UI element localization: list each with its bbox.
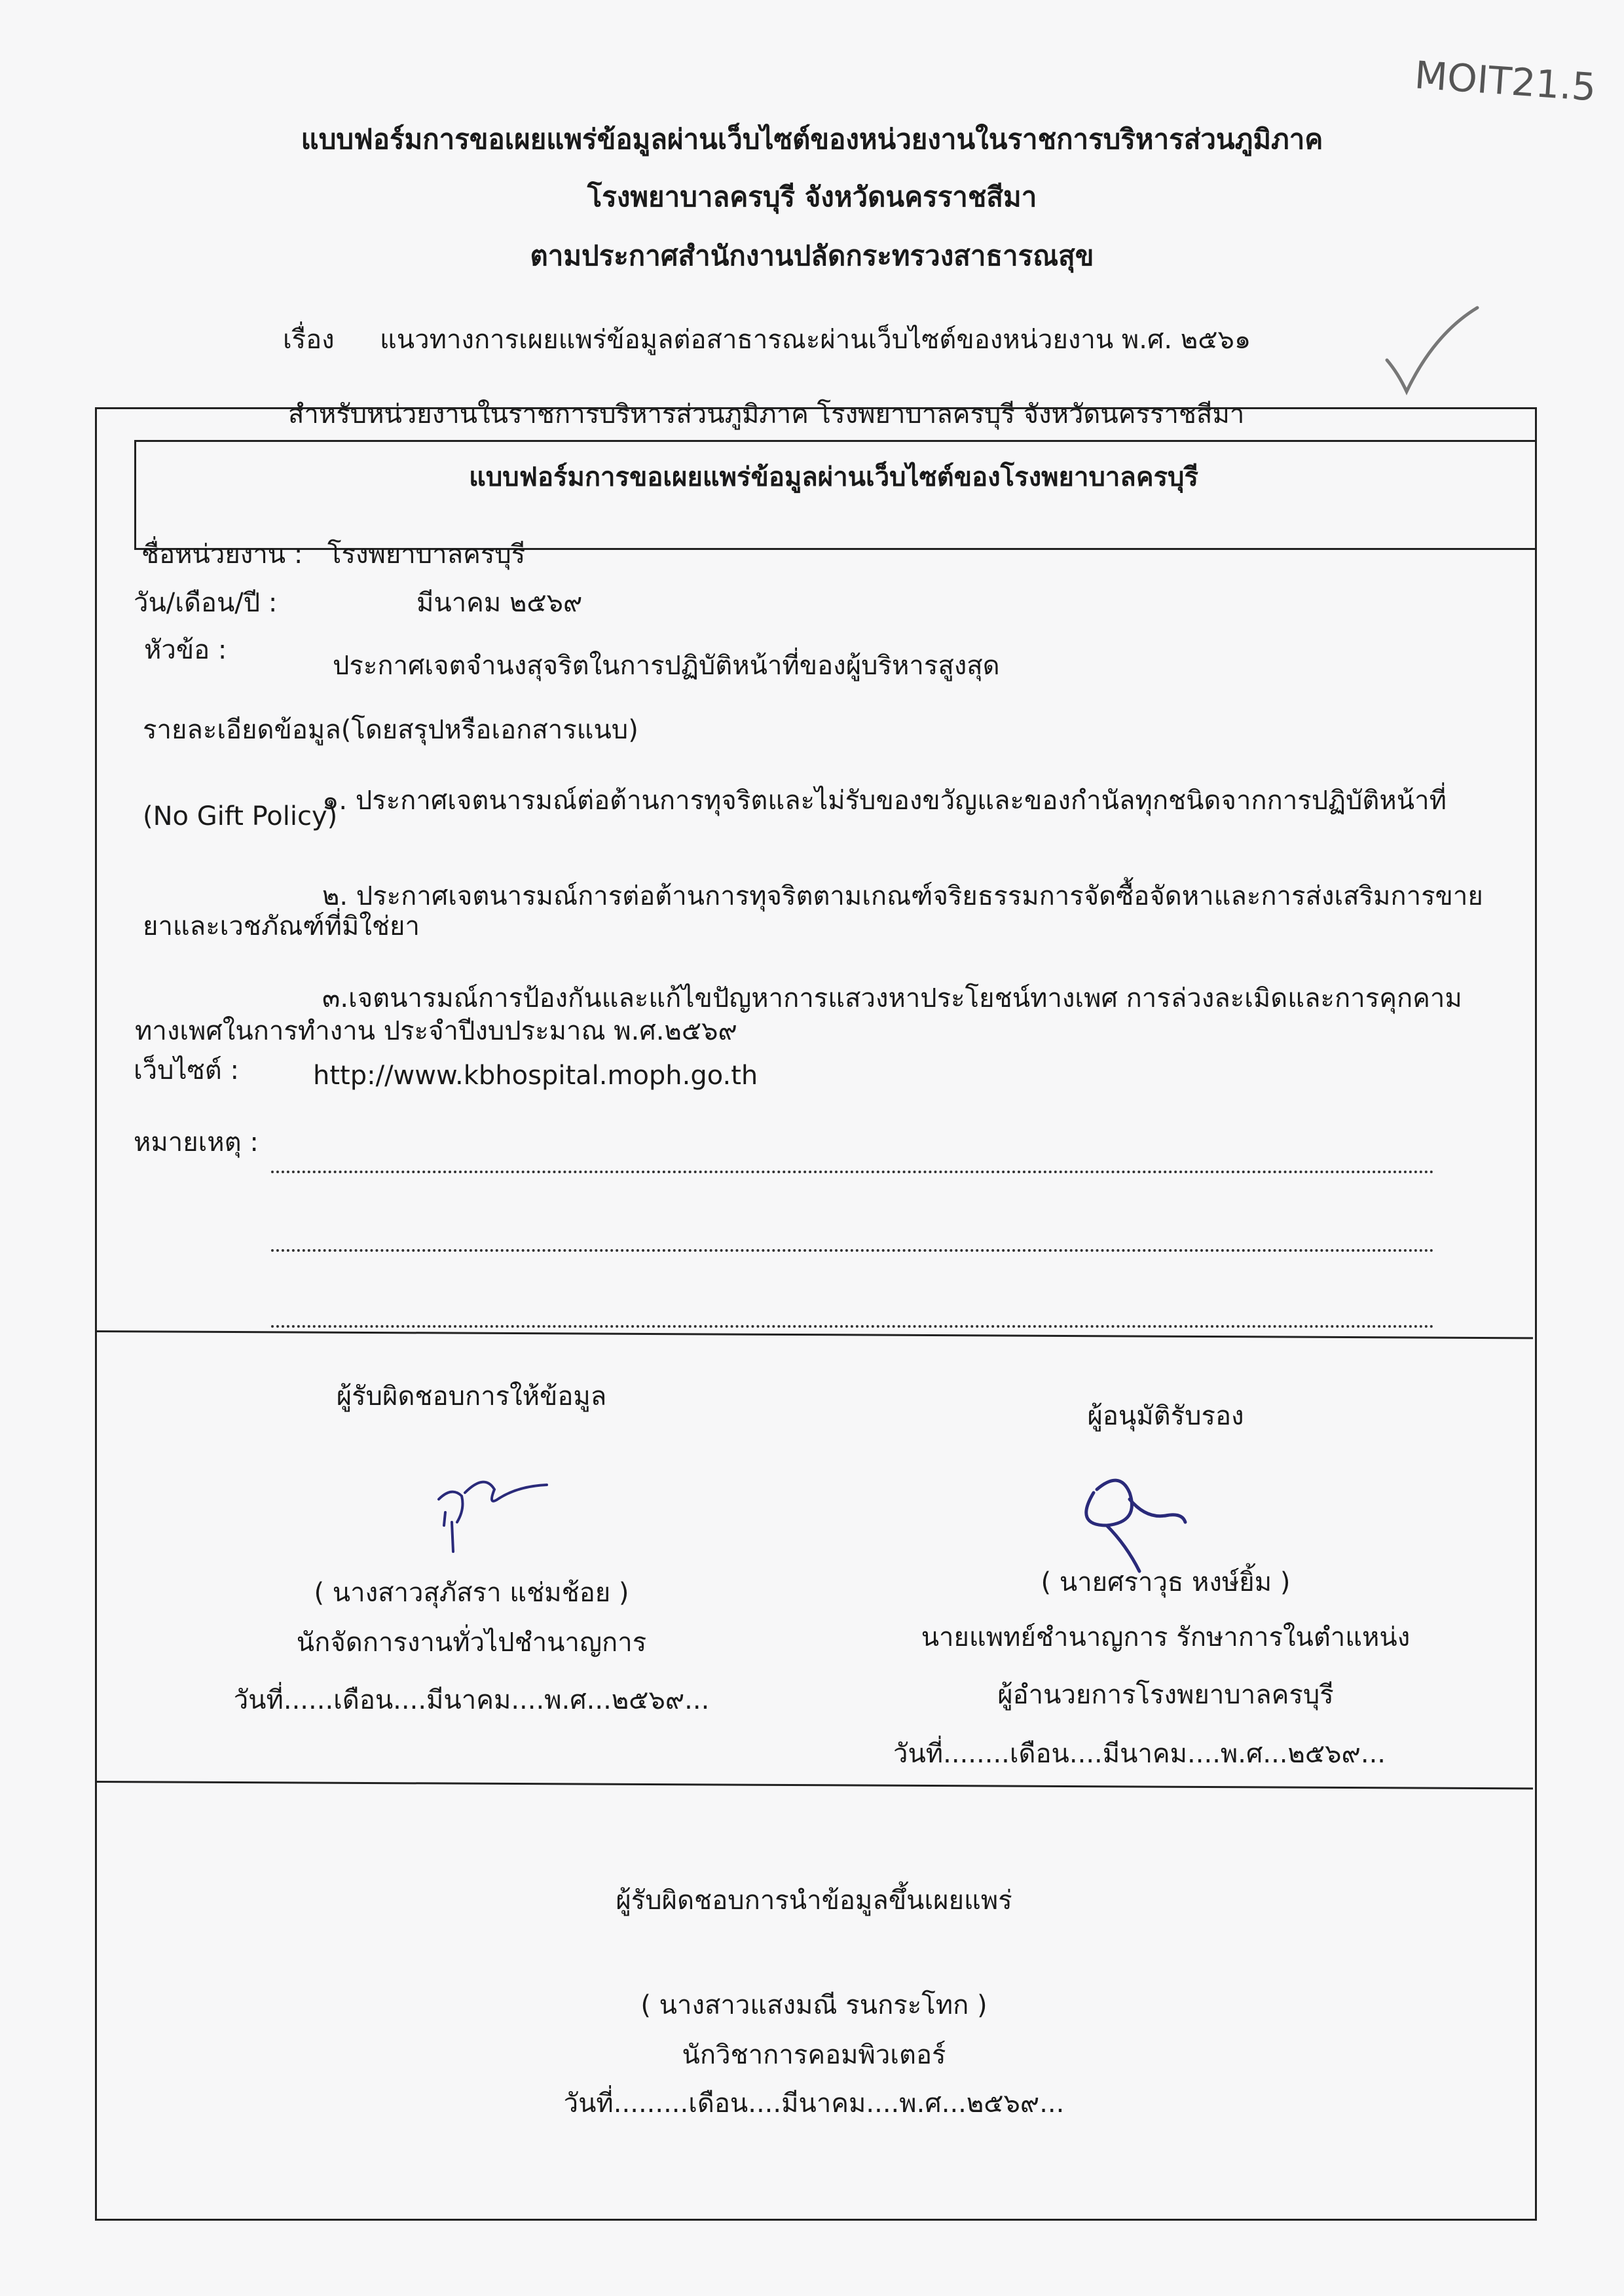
left-signer-heading: ผู้รับผิดชอบการให้ข้อมูล (336, 1381, 607, 1412)
bottom-signer-name: ( นางสาวแสงมณี รนกระโทก ) (640, 1990, 987, 2020)
right-signature (1067, 1453, 1225, 1578)
date-label: วัน/เดือน/ปี : (134, 588, 278, 618)
item-2-line-1: ๒. ประกาศเจตนารมณ์การต่อต้านการทุจริตตามเกณฑ์จริยธรรมการจัดซื้อจัดหาและการส่งเสริมการขาย (322, 881, 1483, 911)
item-1-line-2: (No Gift Policy) (143, 801, 338, 831)
topic-label: หัวข้อ : (144, 635, 227, 665)
form-title: แบบฟอร์มการขอเผยแพร่ข้อมูลผ่านเว็บไซต์ของโรงพยาบาลครบุรี (469, 462, 1198, 492)
header-line-3: ตามประกาศสำนักงานปลัดกระทรวงสาธารณสุข (530, 240, 1094, 272)
right-signer-date: วันที่........เดือน....มีนาคม....พ.ศ...๒๕๖๙... (893, 1739, 1386, 1769)
left-signer-date: วันที่......เดือน....มีนาคม....พ.ศ...๒๕๖๙... (233, 1685, 710, 1715)
right-signer-heading: ผู้อนุมัติรับรอง (1087, 1401, 1244, 1431)
left-signer-name: ( นางสาวสุภัสรา แช่มช้อย ) (314, 1578, 629, 1608)
bottom-signer-date: วันที่.........เดือน....มีนาคม....พ.ศ...๒๕๖๙... (563, 2088, 1065, 2119)
item-3-line-1: ๓.เจตนารมณ์การป้องกันและแก้ไขปัญหาการแสวงหาประโยชน์ทางเพศ การล่วงละเมิดและการคุกคาม (322, 983, 1462, 1013)
website-label: เว็บไซต์ : (134, 1055, 239, 1085)
left-signature (426, 1460, 557, 1558)
right-signer-position-2: ผู้อำนวยการโรงพยาบาลครบุรี (997, 1680, 1334, 1710)
left-signer-position: นักจัดการงานทั่วไปชำนาญการ (296, 1628, 647, 1658)
remark-label: หมายเหตุ : (134, 1127, 259, 1157)
subject-label: เรื่อง (283, 325, 335, 355)
topic-value: ประกาศเจตจำนงสุจริตในการปฏิบัติหน้าที่ของผู้บริหารสูงสุด (333, 651, 1000, 681)
header-line-1: แบบฟอร์มการขอเผยแพร่ข้อมูลผ่านเว็บไซต์ของหน่วยงานในราชการบริหารส่วนภูมิภาค (301, 123, 1323, 155)
agency-value: โรงพยาบาลครบุรี (327, 539, 526, 570)
remark-dotted-line-2 (271, 1249, 1434, 1252)
bottom-signer-position: นักวิชาการคอมพิวเตอร์ (682, 2040, 946, 2070)
remark-dotted-line-1 (271, 1171, 1434, 1173)
bottom-signer-heading: ผู้รับผิดชอบการนำข้อมูลขึ้นเผยแพร่ (616, 1886, 1012, 1916)
item-3-line-2: ทางเพศในการทำงาน ประจำปีงบประมาณ พ.ศ.๒๕๖๙ (135, 1016, 737, 1046)
subject-line-2: สำหรับหน่วยงานในราชการบริหารส่วนภูมิภาค โรงพยาบาลครบุรี จังหวัดนครราชสีมา (288, 399, 1245, 429)
agency-label: ชื่อหน่วยงาน : (141, 539, 303, 570)
website-value: http://www.kbhospital.moph.go.th (313, 1061, 758, 1091)
corner-handwritten-note: MOIT21.5 (1412, 52, 1598, 110)
right-signer-name: ( นายศราวุธ หงษ์ยิ้ม ) (1041, 1567, 1291, 1597)
details-label: รายละเอียดข้อมูล(โดยสรุปหรือเอกสารแนบ) (143, 715, 638, 745)
subject-text: แนวทางการเผยแพร่ข้อมูลต่อสาธารณะผ่านเว็บไซต์ของหน่วยงาน พ.ศ. ๒๕๖๑ (380, 325, 1251, 355)
item-2-line-2: ยาและเวชภัณฑ์ที่มิใช่ยา (143, 911, 420, 941)
header-line-2: โรงพยาบาลครบุรี จังหวัดนครราชสีมา (587, 181, 1037, 213)
date-value: มีนาคม ๒๕๖๙ (416, 588, 583, 618)
item-1-line-1: ๑. ประกาศเจตนารมณ์ต่อต้านการทุจริตและไม่รับของขวัญและของกำนัลทุกชนิดจากการปฏิบัติหน้าที่ (322, 786, 1447, 816)
right-signer-position-1: นายแพทย์ชำนาญการ รักษาการในตำแหน่ง (921, 1622, 1411, 1652)
check-mark-icon (1382, 308, 1480, 399)
remark-dotted-line-3 (271, 1325, 1434, 1328)
